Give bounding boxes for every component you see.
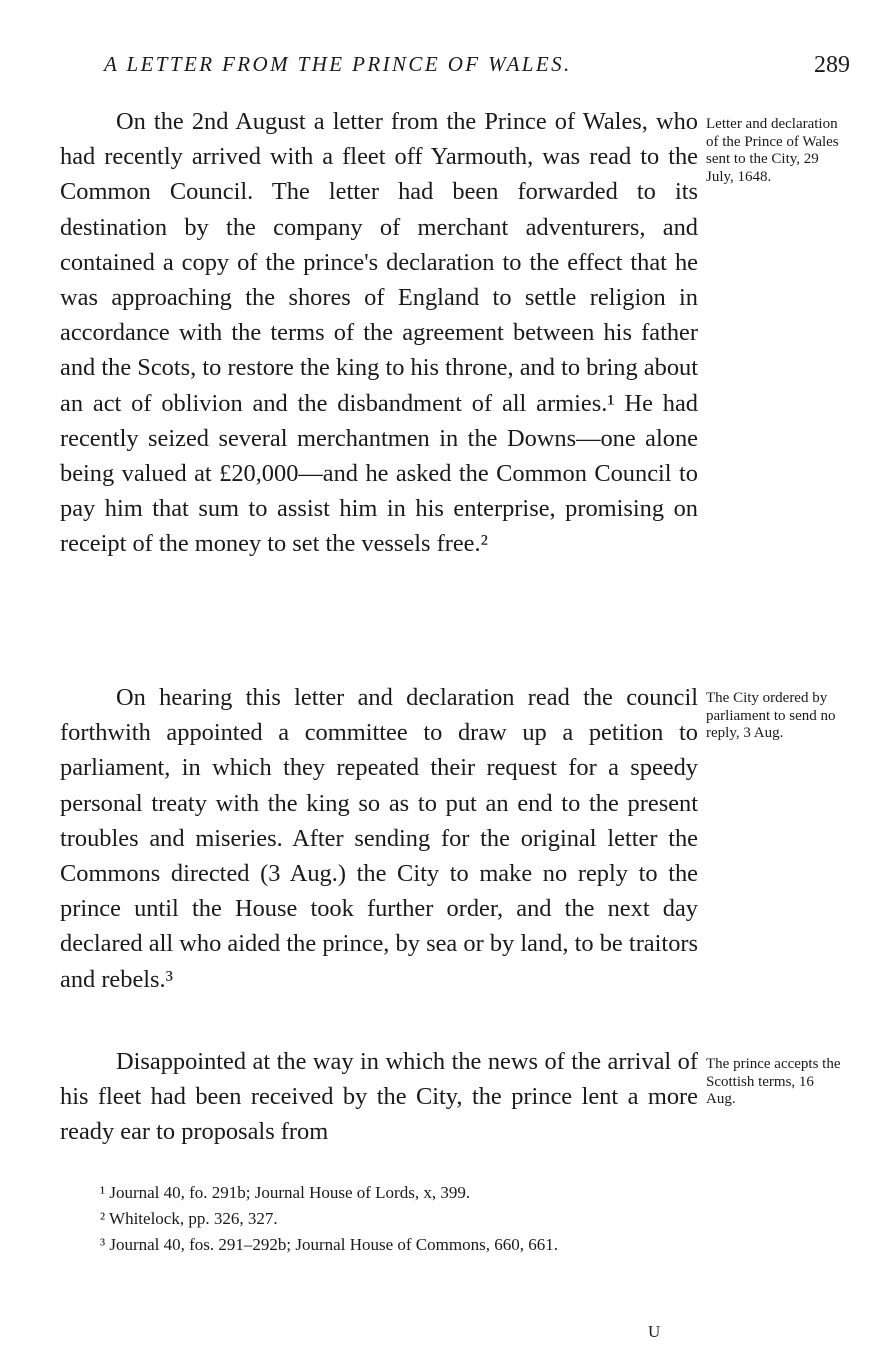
footnote-1: ¹ Journal 40, fo. 291b; Journal House of Lords, x, 399. [100, 1183, 471, 1202]
footnote-2: ² Whitelock, pp. 326, 327. [100, 1209, 278, 1228]
page-number: 289 [814, 52, 850, 78]
running-head [60, 52, 850, 82]
footnotes [76, 1182, 698, 1260]
paragraph-2: On hearing this letter and declaration read the council forthwith appointed a committee to draw up a petition to parliament, in which they repeated their request for a speedy personal treaty with the king so as to put an end to the present troubles and miseries. After sending for the original letter the Commons directed (3 Aug.) the City to make no reply to the prince until the House took further order, and the next day declared all who aided the prince, by sea or by land, to be traitors and rebels.³ [60, 684, 698, 993]
footnote-3: ³ Journal 40, fos. 291–292b; Journal House of Commons, 660, 661. [100, 1235, 558, 1254]
margin-note-3: The prince accepts the Scottish terms, 16 Aug. [706, 1056, 841, 1107]
margin-note-2: The City ordered by parliament to send no reply, 3 Aug. [706, 690, 836, 741]
paragraph-1: On the 2nd August a letter from the Prince of Wales, who had recently arrived with a fleet off Yarmouth, was read to the Common Council. The letter had been forwarded to its destination by the company of merchant adventurers, and contained a copy of the prince's declaration to the effect that he was approaching the shores of England to settle religion in accordance with the terms of the agreement between his father and the Scots, to restore the king to his throne, and to bring about an act of oblivion and the disbandment of all armies.¹ He had recently seized several merchantmen in the Downs—one alone being valued at £20,000—and he asked the Common Council to pay him that sum to assist him in his enterprise, promising on receipt of the money to set the vessels free.² [60, 108, 698, 558]
signature-mark: U [648, 1322, 662, 1341]
running-title: A LETTER FROM THE PRINCE OF WALES. [104, 52, 572, 76]
paragraph-3: Disappointed at the way in which the news of the arrival of his fleet had been received by the City, the prince lent a more ready ear to proposals from [60, 1048, 698, 1146]
margin-note-1: Letter and declaration of the Prince of Wales sent to the City, 29 July, 1648. [706, 116, 839, 185]
